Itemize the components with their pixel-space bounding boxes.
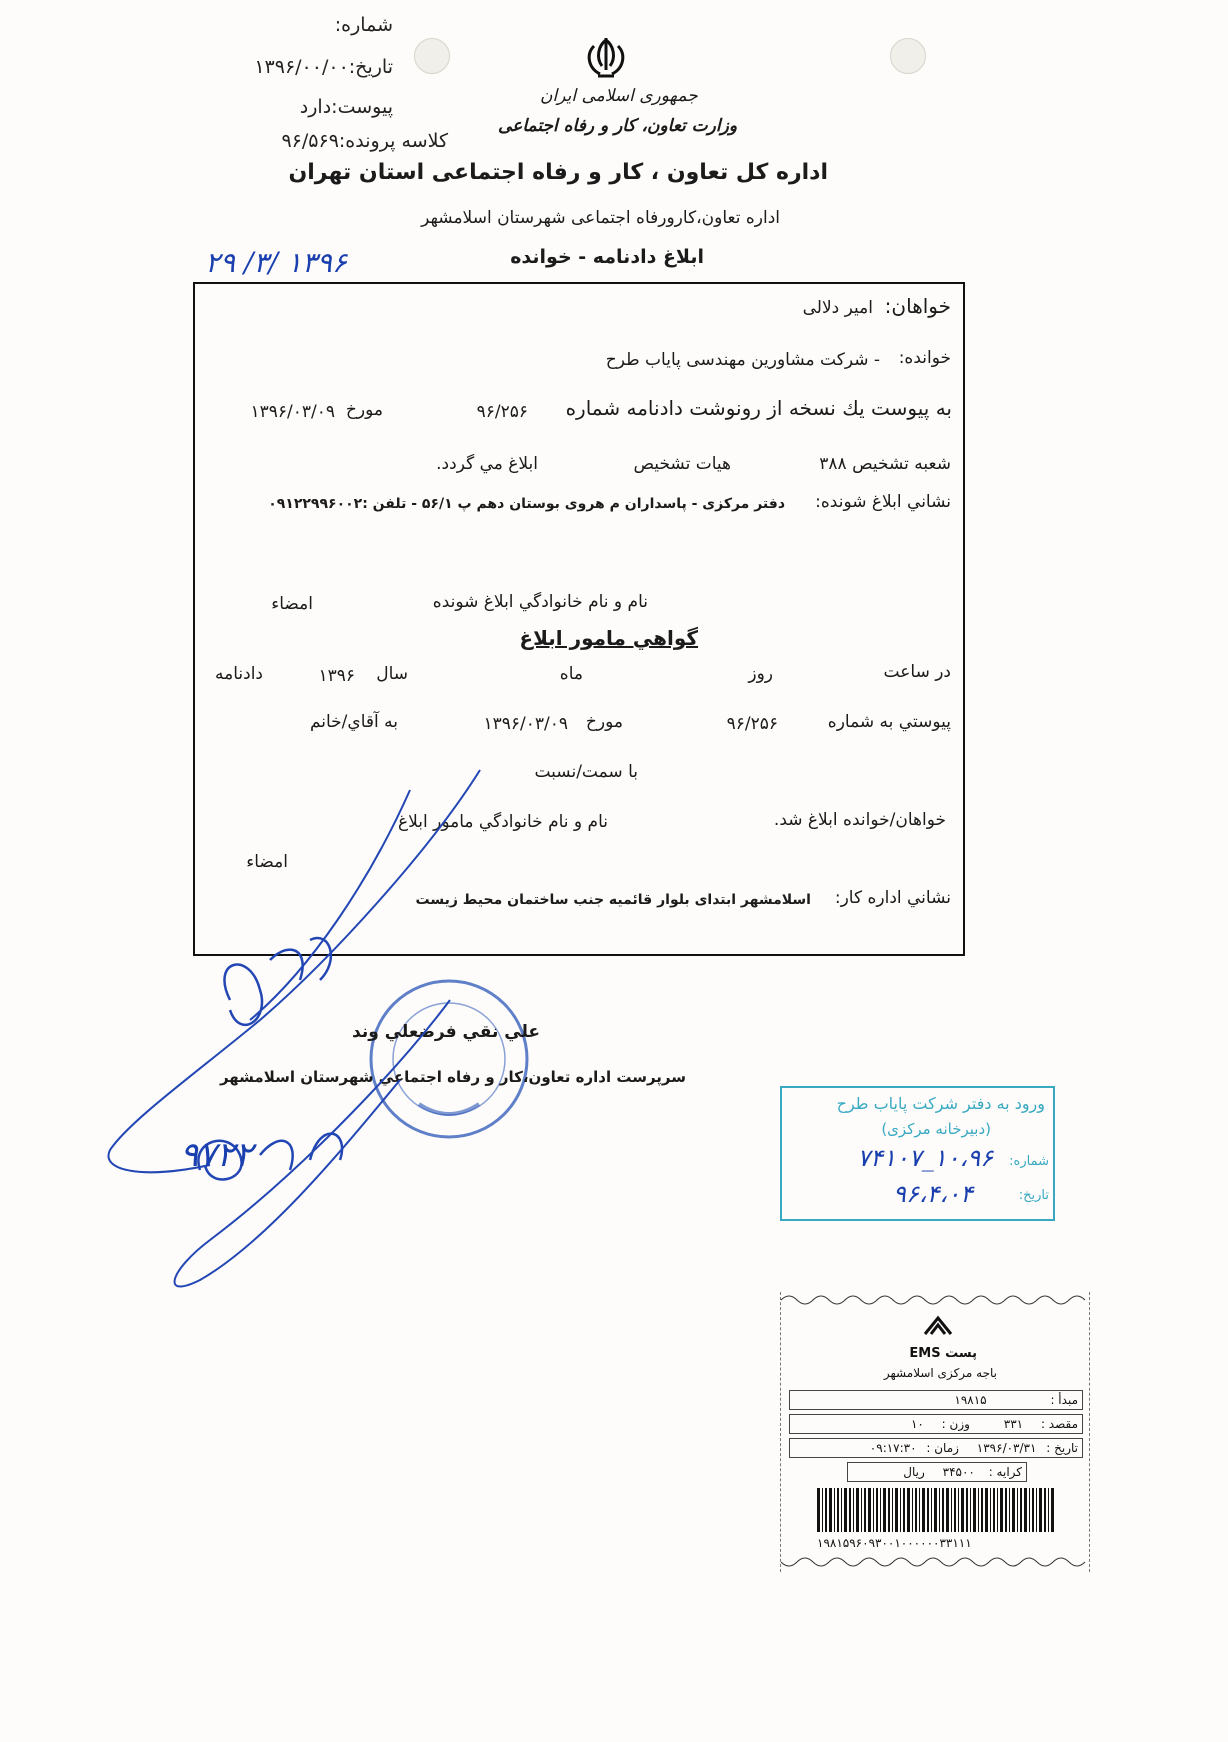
entry-stamp-date-label: تاریخ:: [1018, 1188, 1049, 1203]
year-label: سال: [376, 664, 408, 684]
verdict-number: ۹۶/۲۵۶: [476, 402, 528, 422]
ems-fee-row: [847, 1462, 1027, 1482]
year-value: ۱۳۹۶: [318, 666, 355, 686]
ems-receipt: [780, 1292, 1090, 1572]
number-label: شماره:: [334, 14, 393, 36]
handwritten-date: ۱۳۹۶ /۳/ ۲۹: [205, 246, 347, 279]
ministry-text: وزارت تعاون، کار و رفاه اجتماعی: [498, 116, 738, 136]
ems-destination-value: ۳۳۱: [1003, 1417, 1024, 1431]
handwritten-note: ۹۷۲۲: [180, 1135, 254, 1175]
recipient-signature-label: امضاء: [271, 594, 313, 614]
org-title: اداره کل تعاون ، کار و رفاه اجتماعی استان تهران: [288, 160, 828, 185]
entry-stamp-line2: (دبیرخانه مرکزی): [881, 1120, 991, 1138]
day-label: روز: [748, 664, 773, 684]
verdict-word: دادنامه: [215, 664, 263, 684]
at-hour-label: در ساعت: [883, 662, 951, 682]
branch-text: شعبه تشخیص ۳۸۸: [819, 454, 951, 474]
attached-number-value: ۹۶/۲۵۶: [726, 714, 778, 734]
signer-title: سرپرست اداره تعاون،كار و رفاه اجتماعي شهرستان اسلامشهر: [219, 1068, 686, 1086]
certificate-title: گواهي مامور ابلاغ: [519, 626, 698, 650]
recipient-address-label: نشاني ابلاغ شونده:: [815, 492, 951, 512]
to-person-label: به آقاي/خانم: [309, 712, 398, 732]
iran-emblem-icon: [580, 36, 632, 84]
attachment-line: پیوست:دارد: [299, 96, 393, 118]
month-label: ماه: [559, 664, 583, 684]
punch-hole-right: [890, 38, 926, 74]
attached-number-label: پیوستي به شماره: [827, 712, 951, 732]
defendant-label: خوانده:: [898, 348, 951, 368]
recipient-name-label: نام و نام خانوادگي ابلاغ شونده: [432, 592, 648, 612]
ems-logo-icon: [923, 1314, 953, 1340]
ems-barcode-number: ۱۹۸۱۵۹۶۰۹۳۰۰۱۰۰۰۰۰۰۳۳۱۱۱: [817, 1536, 972, 1550]
ems-time-value: ۰۹:۱۷:۳۰: [869, 1441, 917, 1455]
dated-label: مورخ: [345, 400, 383, 420]
date-line: تاریخ:۱۳۹۶/۰۰/۰۰: [254, 56, 393, 78]
plaintiff-label: خواهان:: [884, 294, 951, 318]
ems-brand: پست EMS: [909, 1346, 977, 1361]
ems-branch: باجه مرکزی اسلامشهر: [883, 1366, 997, 1380]
file-class-line: کلاسه پرونده:۹۶/۵۶۹: [281, 130, 448, 152]
board-text: هیات تشخیص: [633, 454, 731, 474]
ems-destination-label: مقصد :: [1040, 1417, 1078, 1431]
handwritten-signature: [90, 760, 510, 1320]
attached-date-value: ۱۳۹۶/۰۳/۰۹: [483, 714, 568, 734]
punch-hole-left: [414, 38, 450, 74]
ems-origin-row: [789, 1390, 1083, 1410]
office-address-label: نشاني اداره كار:: [834, 888, 951, 908]
ems-fee-value: ۳۴۵۰۰: [942, 1465, 975, 1479]
party-notified-text: خواهان/خوانده ابلاغ شد.: [773, 810, 946, 830]
ems-wavy-top: [781, 1292, 1091, 1306]
entry-stamp: [780, 1086, 1055, 1221]
attached-dated-label: مورخ: [585, 712, 623, 732]
ems-origin-value: ۱۹۸۱۵: [954, 1393, 987, 1407]
republic-text: جمهوری اسلامی ایران: [540, 86, 698, 106]
notified-text: ابلاغ مي گردد.: [436, 454, 538, 474]
ems-date-value: ۱۳۹۶/۰۳/۳۱: [976, 1441, 1037, 1455]
entry-stamp-line1: ورود به دفتر شرکت پایاب طرح: [836, 1094, 1045, 1113]
doc-title: ابلاغ دادنامه - خوانده: [510, 246, 704, 268]
officer-signature-label: امضاء: [246, 852, 288, 872]
sub-org-title: اداره تعاون،کارورفاه اجتماعی شهرستان اسلامشهر: [421, 208, 780, 228]
ems-barcode: [817, 1488, 1057, 1532]
defendant-value: - شرکت مشاورین مهندسی پایاب طرح: [605, 350, 880, 370]
plaintiff-value: امیر دلالی: [802, 298, 873, 318]
entry-stamp-number-value: ۱۰،۹۶_۷۴۱۰۷: [857, 1144, 993, 1172]
ems-weight-label: وزن :: [941, 1417, 970, 1431]
signer-name: علي نقي فرضعلي وند: [352, 1022, 540, 1042]
verdict-date: ۱۳۹۶/۰۳/۰۹: [250, 402, 335, 422]
officer-name-label: نام و نام خانوادگي مامور ابلاغ: [398, 812, 608, 832]
ems-date-row: [789, 1438, 1083, 1458]
position-label: با سمت/نسبت: [534, 762, 638, 782]
ems-fee-label: کرایه :: [988, 1465, 1022, 1479]
ems-destination-row: [789, 1414, 1083, 1434]
entry-stamp-number-label: شماره:: [1009, 1154, 1049, 1169]
ems-date-label: تاریخ :: [1046, 1441, 1078, 1455]
ems-weight-value: ۱۰: [910, 1417, 924, 1431]
ems-origin-label: مبدأ :: [1050, 1393, 1078, 1407]
ems-currency: ریال: [903, 1465, 925, 1479]
ems-wavy-bottom: [781, 1556, 1091, 1570]
office-address-value: اسلامشهر ابتدای بلوار قائمیه جنب ساختمان محیط زیست: [415, 892, 811, 908]
entry-stamp-date-value: ۹۶،۴،۰۴: [893, 1180, 973, 1208]
recipient-address-value: دفتر مرکزی - پاسداران م هروی بوستان دهم پ ۵۶/۱ - تلفن :۰۹۱۲۲۹۹۶۰۰۲: [268, 496, 785, 512]
attach-text: به پیوست يك نسخه از رونوشت دادنامه شماره: [565, 396, 952, 420]
ems-time-label: زمان :: [926, 1441, 959, 1455]
